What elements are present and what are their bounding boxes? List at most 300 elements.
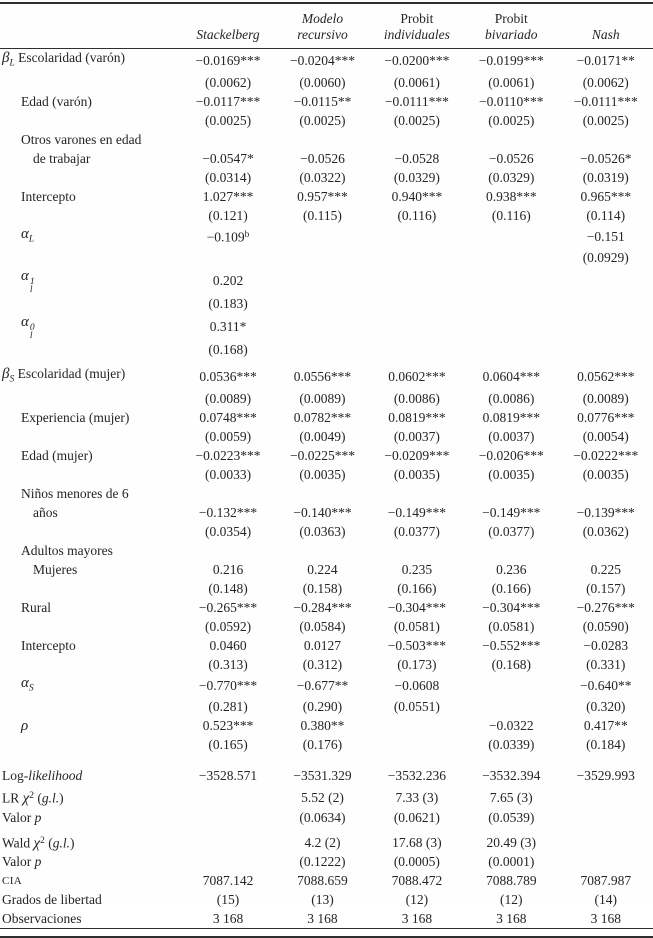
row-adultos-mayores-mujeres-prelabel	[0, 541, 653, 560]
se-cell-stackelberg: (0.165)	[208, 737, 248, 752]
row-rural	[0, 598, 653, 617]
se-cell-nash: (0.320)	[586, 699, 626, 714]
coef-cell-probit-bivariado: (0.0001)	[488, 854, 535, 869]
column-header-nash	[559, 3, 653, 49]
coef-cell-probit-bivariado: −3532.394	[482, 768, 541, 783]
spacer-cell	[0, 754, 653, 766]
coef-cell-probit-individuales: (0.0005)	[393, 854, 440, 869]
se-cell-nash: (0.0319)	[582, 169, 629, 185]
column-header-line: Stackelberg	[196, 27, 260, 42]
coef-cell-probit-bivariado	[464, 225, 558, 249]
coef-cell-stackelberg: −0.0117***	[195, 93, 261, 109]
row-label: Experiencia (mujer)	[21, 409, 130, 425]
se-cell-nash: (0.0362)	[582, 523, 629, 539]
coef-cell-modelo-recursivo: −0.0204***	[289, 53, 355, 69]
se-cell-stackelberg: (0.0089)	[204, 390, 252, 406]
se-cell-stackelberg: (0.0314)	[204, 169, 252, 185]
coef-cell-probit-individuales: (12)	[405, 892, 429, 907]
row-label: $\alpha_L$	[21, 225, 35, 244]
se-cell-probit-individuales: (0.116)	[397, 207, 437, 223]
se-cell-modelo-recursivo: (0.0060)	[299, 74, 346, 90]
coef-cell-probit-bivariado: −0.0110***	[479, 93, 544, 109]
row-label: Wald $\chi^2$ (g.l.)	[2, 835, 75, 851]
se-cell-probit-individuales: (0.0086)	[393, 390, 440, 406]
coef-cell-probit-bivariado	[464, 674, 558, 698]
coef-cell-modelo-recursivo: 7088.659	[297, 873, 348, 888]
coef-cell-probit-bivariado: 20.49 (3)	[486, 834, 537, 850]
se-cell-stackelberg: (0.121)	[208, 207, 248, 223]
coef-cell-nash: −0.276***	[576, 599, 635, 615]
coef-cell-stackelberg: 0.202	[212, 273, 244, 288]
se-cell-stackelberg: (0.0033)	[204, 466, 252, 482]
row-label-empty	[0, 168, 181, 187]
se-cell-nash: (0.331)	[586, 656, 626, 672]
se-cell-modelo-recursivo: (0.0363)	[299, 523, 346, 539]
coef-cell-nash: −0.151	[586, 228, 625, 244]
row-alpha-S-se	[0, 697, 653, 716]
row-label: de trabajar	[33, 150, 91, 166]
coef-cell-probit-bivariado: 0.236	[496, 561, 527, 577]
se-cell-probit-bivariado: (0.0581)	[488, 618, 535, 634]
row-cia	[0, 871, 653, 890]
column-header-line: recursivo	[297, 27, 348, 42]
coef-cell-nash	[559, 788, 653, 808]
row-label-empty	[0, 735, 181, 754]
row-edad-varon-se	[0, 111, 653, 130]
coef-cell-nash: −0.0171**	[576, 53, 635, 69]
row-label: Valor p	[2, 809, 42, 825]
row-ninos-menores-prelabel	[0, 484, 653, 503]
column-header-line: bivariado	[485, 27, 538, 42]
row-label-empty	[0, 522, 181, 541]
row-alpha-l-0	[0, 313, 653, 340]
row-label-empty	[0, 465, 181, 484]
coef-cell-stackelberg: −0.265***	[198, 599, 258, 615]
se-cell-nash: (0.0590)	[582, 618, 629, 634]
se-cell-stackelberg: (0.0354)	[204, 523, 252, 539]
coef-cell-probit-bivariado	[464, 267, 558, 294]
coef-cell-nash	[559, 808, 653, 827]
se-cell-probit-individuales: (0.0037)	[393, 428, 440, 444]
regression-table	[0, 2, 653, 929]
coef-cell-stackelberg: 0.523***	[202, 718, 254, 733]
row-lr-chi2	[0, 788, 653, 808]
coef-cell-modelo-recursivo: 0.380**	[300, 718, 345, 733]
row-label: $\alpha_S$	[21, 674, 34, 693]
empty-cell	[370, 541, 464, 560]
se-cell-modelo-recursivo	[275, 340, 369, 359]
coef-cell-modelo-recursivo: −0.677**	[296, 677, 349, 693]
coef-cell-nash: 3 168	[590, 911, 621, 926]
se-cell-probit-bivariado	[464, 248, 558, 267]
greek-supsub: 1 l	[29, 277, 35, 295]
row-label: Edad (mujer)	[21, 447, 93, 463]
column-header-probit-bivariado	[464, 3, 558, 49]
row-escolaridad-mujer-se	[0, 389, 653, 408]
coef-cell-probit-individuales: −0.149***	[387, 504, 446, 520]
coef-cell-modelo-recursivo: −0.0225***	[289, 447, 355, 463]
row-label: Intercepto	[21, 188, 76, 204]
corner-cell	[0, 3, 181, 49]
coef-cell-stackelberg: 7087.142	[202, 873, 254, 888]
empty-cell	[559, 130, 653, 149]
row-edad-mujer	[0, 446, 653, 465]
row-alpha-l-1-se	[0, 294, 653, 313]
row-label-empty	[0, 617, 181, 636]
row-experiencia-mujer-se	[0, 427, 653, 446]
header-row	[0, 3, 653, 49]
row-otros-varones	[0, 149, 653, 168]
empty-cell	[181, 130, 275, 149]
coef-cell-stackelberg: 3 168	[212, 911, 244, 926]
coef-cell-probit-individuales: −3532.236	[387, 768, 446, 783]
coef-cell-probit-individuales: −0.0200***	[384, 53, 450, 69]
coef-cell-stackelberg: −0.0169***	[195, 53, 261, 69]
se-cell-nash: (0.0035)	[582, 466, 629, 482]
se-cell-nash: (0.0929)	[582, 250, 629, 265]
se-cell-modelo-recursivo: (0.0322)	[299, 169, 346, 185]
coef-cell-probit-individuales	[370, 225, 464, 249]
se-cell-modelo-recursivo: (0.312)	[302, 656, 343, 672]
coef-cell-probit-individuales: 3 168	[401, 911, 433, 926]
empty-cell	[181, 484, 275, 503]
row-ninos-menores	[0, 503, 653, 522]
row-label: LR $\chi^2$ (g.l.)	[2, 790, 64, 807]
row-otros-varones-se	[0, 168, 653, 187]
table-body	[0, 49, 653, 929]
se-cell-probit-individuales	[370, 340, 464, 359]
coef-cell-nash: −0.640**	[580, 677, 632, 693]
coef-cell-nash: −0.0111***	[573, 93, 638, 109]
coef-cell-probit-bivariado	[464, 313, 558, 340]
row-escolaridad-varon	[0, 49, 653, 73]
se-cell-nash: (0.0089)	[582, 390, 629, 406]
empty-cell	[275, 541, 369, 560]
se-cell-stackelberg: (0.0059)	[204, 428, 252, 444]
row-ninos-menores-se	[0, 522, 653, 541]
coef-cell-nash: 0.225	[590, 561, 621, 577]
empty-cell	[370, 130, 464, 149]
column-header-line: Probit	[400, 11, 434, 26]
coef-cell-modelo-recursivo: −0.0526	[300, 150, 345, 166]
coef-cell-probit-individuales: (0.0621)	[393, 809, 440, 825]
se-cell-modelo-recursivo: (0.290)	[302, 699, 343, 714]
se-cell-probit-bivariado: (0.166)	[491, 580, 531, 596]
se-cell-probit-bivariado: (0.0086)	[488, 390, 535, 406]
coef-cell-probit-bivariado: 3 168	[496, 911, 527, 926]
se-cell-modelo-recursivo	[275, 294, 369, 313]
se-cell-probit-individuales: (0.0061)	[393, 74, 440, 90]
coef-cell-probit-bivariado: 7088.789	[485, 873, 537, 888]
coef-cell-probit-bivariado: −0.0206***	[478, 447, 544, 463]
row-rural-se	[0, 617, 653, 636]
se-cell-stackelberg: (0.168)	[208, 342, 248, 357]
coef-cell-nash: −3529.993	[576, 768, 635, 783]
row-label: α 0 l	[21, 314, 35, 341]
row-experiencia-mujer	[0, 408, 653, 427]
coef-cell-nash: −0.0526*	[580, 150, 632, 166]
coef-cell-probit-individuales: −0.0528	[394, 150, 440, 166]
coef-cell-stackelberg: −0.0547*	[202, 150, 254, 166]
empty-cell	[559, 541, 653, 560]
coef-cell-probit-individuales: 7.33 (3)	[395, 790, 439, 806]
coef-cell-modelo-recursivo: −0.284***	[293, 599, 352, 615]
row-intercepto-s	[0, 636, 653, 655]
coef-cell-nash	[559, 833, 653, 853]
coef-cell-probit-individuales	[370, 716, 464, 735]
se-cell-probit-individuales: (0.173)	[397, 656, 437, 672]
row-label-empty	[0, 294, 181, 313]
coef-cell-modelo-recursivo: −0.0115**	[293, 93, 352, 109]
coef-cell-modelo-recursivo	[275, 313, 369, 340]
se-cell-probit-individuales: (0.166)	[397, 580, 437, 596]
row-label: Edad (varón)	[21, 93, 92, 109]
coef-cell-stackelberg: −3528.571	[198, 768, 258, 783]
coef-cell-modelo-recursivo: (13)	[311, 892, 334, 907]
se-cell-probit-individuales	[370, 735, 464, 754]
coef-cell-nash: 0.965***	[580, 188, 632, 204]
row-alpha-L	[0, 225, 653, 249]
row-intercepto-l	[0, 187, 653, 206]
coef-cell-stackelberg: 0.311*	[209, 319, 247, 334]
row-label-empty	[0, 655, 181, 674]
row-rho	[0, 716, 653, 735]
coef-cell-stackelberg	[181, 788, 275, 808]
coef-cell-probit-individuales: −0.0608	[394, 677, 440, 693]
coef-cell-probit-bivariado: 0.0819***	[482, 409, 540, 425]
row-otros-varones-prelabel	[0, 130, 653, 149]
column-header-line: individuales	[383, 27, 450, 42]
coef-cell-stackelberg: 0.0536***	[199, 369, 257, 385]
row-intercepto-s-se	[0, 655, 653, 674]
se-cell-probit-individuales: (0.0551)	[393, 699, 440, 714]
row-label: ρ	[21, 717, 29, 734]
se-cell-stackelberg: (0.0592)	[204, 618, 252, 634]
coef-cell-probit-bivariado: −0.149***	[482, 504, 541, 520]
se-cell-nash: (0.157)	[586, 580, 626, 596]
coef-cell-modelo-recursivo: 0.957***	[297, 188, 348, 204]
row-label-line: Otros varones en edad	[21, 131, 142, 147]
coef-cell-modelo-recursivo: (0.1222)	[299, 854, 346, 869]
row-alpha-S	[0, 674, 653, 698]
row-intercepto-l-se	[0, 206, 653, 225]
se-cell-probit-bivariado: (0.0035)	[488, 466, 535, 482]
row-label: α 1 l	[21, 268, 35, 295]
coef-cell-modelo-recursivo: 5.52 (2)	[301, 790, 344, 806]
coef-cell-stackelberg: 0.0748***	[199, 409, 257, 425]
coef-cell-modelo-recursivo: 0.0782***	[293, 409, 352, 425]
se-cell-modelo-recursivo: (0.0584)	[299, 618, 346, 634]
se-cell-probit-bivariado: (0.0329)	[488, 169, 535, 185]
row-label-empty	[0, 427, 181, 446]
coef-cell-probit-bivariado: (12)	[500, 892, 523, 907]
coef-cell-probit-individuales: 7088.472	[391, 873, 443, 888]
se-cell-modelo-recursivo	[275, 248, 369, 267]
coef-cell-probit-bivariado: −0.0199***	[478, 53, 544, 69]
coef-cell-probit-bivariado: −0.0322	[488, 718, 534, 733]
coef-cell-probit-bivariado: 7.65 (3)	[489, 790, 533, 806]
coef-cell-probit-bivariado: 0.938***	[485, 188, 537, 204]
coef-cell-nash: 7087.987	[580, 873, 632, 888]
coef-cell-nash: 0.417**	[583, 718, 628, 733]
row-grados-libertad	[0, 890, 653, 909]
coef-cell-modelo-recursivo	[275, 267, 369, 294]
se-cell-probit-bivariado: (0.0037)	[488, 428, 535, 444]
se-cell-modelo-recursivo: (0.0025)	[299, 112, 346, 128]
coef-cell-nash: 0.0562***	[577, 369, 635, 385]
coef-cell-stackelberg: −0.109$^b$	[206, 229, 250, 245]
coef-cell-modelo-recursivo: 0.0127	[303, 637, 342, 653]
se-cell-stackelberg: (0.313)	[208, 656, 248, 672]
row-adultos-mayores-mujeres-se	[0, 579, 653, 598]
coef-cell-stackelberg: −0.132***	[198, 504, 258, 520]
row-rho-se	[0, 735, 653, 754]
se-cell-probit-individuales: (0.0581)	[393, 618, 440, 634]
se-cell-stackelberg: (0.0062)	[204, 74, 252, 90]
coef-cell-probit-bivariado: −0.552***	[482, 637, 541, 653]
row-label: CIA	[2, 875, 23, 887]
row-label-empty	[0, 579, 181, 598]
coef-cell-probit-individuales	[370, 267, 464, 294]
coef-cell-probit-individuales: 0.0602***	[388, 369, 446, 385]
column-header-line: Modelo	[301, 11, 344, 26]
se-cell-nash: (0.184)	[586, 737, 626, 752]
coef-cell-modelo-recursivo: 4.2 (2)	[304, 834, 341, 850]
coef-cell-nash: −0.0283	[583, 637, 629, 653]
row-label: Valor p	[2, 854, 42, 869]
se-cell-probit-bivariado	[464, 294, 558, 313]
empty-cell	[464, 541, 558, 560]
coef-cell-probit-individuales: 0.940***	[391, 188, 443, 204]
coef-cell-stackelberg	[181, 852, 275, 871]
se-cell-stackelberg: (0.148)	[208, 580, 248, 596]
row-escolaridad-varon-se	[0, 73, 653, 92]
se-cell-modelo-recursivo: (0.176)	[302, 737, 343, 752]
column-header-probit-individuales	[370, 3, 464, 49]
empty-cell	[181, 541, 275, 560]
se-cell-probit-bivariado: (0.116)	[491, 207, 531, 223]
coef-cell-stackelberg: −0.0223***	[195, 447, 261, 463]
row-label: $\beta_L$ Escolaridad (varón)	[2, 50, 125, 69]
row-label-empty	[0, 697, 181, 716]
empty-cell	[464, 484, 558, 503]
empty-cell	[275, 130, 369, 149]
row-label-line: Niños menores de 6	[21, 485, 129, 501]
coef-cell-stackelberg	[181, 808, 275, 827]
row-label-empty	[0, 206, 181, 225]
row-escolaridad-mujer	[0, 365, 653, 389]
se-cell-nash: (0.0062)	[582, 74, 629, 90]
coef-cell-modelo-recursivo	[275, 225, 369, 249]
se-cell-modelo-recursivo: (0.158)	[302, 580, 343, 596]
coef-cell-probit-individuales: −0.503***	[387, 637, 446, 653]
coef-cell-probit-individuales	[370, 313, 464, 340]
row-label-empty	[0, 111, 181, 130]
coef-cell-modelo-recursivo: 0.0556***	[293, 369, 352, 385]
coef-cell-probit-bivariado: −0.0526	[488, 150, 534, 166]
row-label-empty	[0, 73, 181, 92]
coef-cell-modelo-recursivo: 3 168	[307, 911, 338, 926]
row-label-line: Adultos mayores	[21, 542, 113, 558]
row-label: Mujeres	[33, 561, 78, 577]
coef-cell-probit-individuales: −0.304***	[387, 599, 446, 615]
row-observaciones	[0, 909, 653, 929]
row-label: $\beta_S$ Escolaridad (mujer)	[2, 366, 126, 385]
se-cell-modelo-recursivo: (0.0049)	[299, 428, 346, 444]
se-cell-probit-bivariado: (0.168)	[491, 656, 531, 672]
row-valor-p-lr	[0, 808, 653, 827]
se-cell-probit-individuales: (0.0377)	[393, 523, 440, 539]
row-alpha-L-se	[0, 248, 653, 267]
coef-cell-modelo-recursivo: (0.0634)	[299, 809, 346, 825]
coef-cell-probit-bivariado: −0.304***	[482, 599, 541, 615]
coef-cell-probit-bivariado: (0.0539)	[488, 809, 535, 825]
se-cell-nash: (0.114)	[586, 207, 626, 223]
se-cell-probit-individuales: (0.0329)	[393, 169, 440, 185]
row-log-likelihood	[0, 766, 653, 785]
coef-cell-modelo-recursivo: −0.140***	[293, 504, 352, 520]
se-cell-probit-bivariado: (0.0025)	[488, 112, 535, 128]
coef-cell-nash: −0.139***	[576, 504, 635, 520]
column-header-line: Probit	[494, 11, 528, 26]
table-header	[0, 3, 653, 49]
se-cell-stackelberg: (0.281)	[208, 699, 248, 714]
coef-cell-nash	[559, 267, 653, 294]
row-label-empty	[0, 389, 181, 408]
coef-cell-probit-individuales: 0.0819***	[388, 409, 446, 425]
se-cell-modelo-recursivo: (0.115)	[303, 207, 342, 223]
coef-cell-stackelberg: −0.770***	[198, 677, 258, 693]
se-cell-stackelberg	[181, 248, 275, 267]
se-cell-probit-bivariado	[464, 340, 558, 359]
row-wald-chi2	[0, 833, 653, 853]
row-edad-mujer-se	[0, 465, 653, 484]
spacer-row	[0, 754, 653, 766]
coef-cell-probit-individuales: 17.68 (3)	[392, 834, 442, 850]
row-label: Observaciones	[2, 911, 82, 926]
se-cell-probit-bivariado	[464, 697, 558, 716]
coef-cell-probit-bivariado: 0.0604***	[482, 369, 540, 385]
se-cell-probit-bivariado: (0.0339)	[488, 737, 535, 752]
se-cell-modelo-recursivo: (0.0035)	[299, 466, 346, 482]
column-header-modelo-recursivo	[275, 3, 369, 49]
greek-supsub: 0 l	[29, 323, 35, 341]
coef-cell-stackelberg: (15)	[216, 892, 240, 907]
se-cell-nash	[559, 340, 653, 359]
coef-cell-nash	[559, 313, 653, 340]
se-cell-probit-individuales	[370, 294, 464, 313]
coef-cell-nash: −0.0222***	[573, 447, 639, 463]
coef-cell-nash: (14)	[594, 892, 617, 907]
column-header-line: Nash	[591, 27, 620, 42]
se-cell-probit-individuales: (0.0025)	[393, 112, 440, 128]
se-cell-modelo-recursivo: (0.0089)	[299, 390, 346, 406]
row-label: años	[33, 504, 58, 520]
se-cell-stackelberg: (0.183)	[208, 296, 248, 311]
se-cell-probit-individuales: (0.0035)	[393, 466, 440, 482]
superscript-note: b	[244, 230, 250, 240]
row-label: Grados de libertad	[2, 892, 102, 907]
coef-cell-nash	[559, 852, 653, 871]
empty-cell	[464, 130, 558, 149]
coef-cell-probit-individuales: 0.235	[401, 561, 433, 577]
se-cell-nash: (0.0054)	[582, 428, 629, 444]
coef-cell-stackelberg	[181, 833, 275, 853]
empty-cell	[370, 484, 464, 503]
column-header-stackelberg	[181, 3, 275, 49]
se-cell-nash	[559, 294, 653, 313]
se-cell-nash: (0.0025)	[582, 112, 629, 128]
